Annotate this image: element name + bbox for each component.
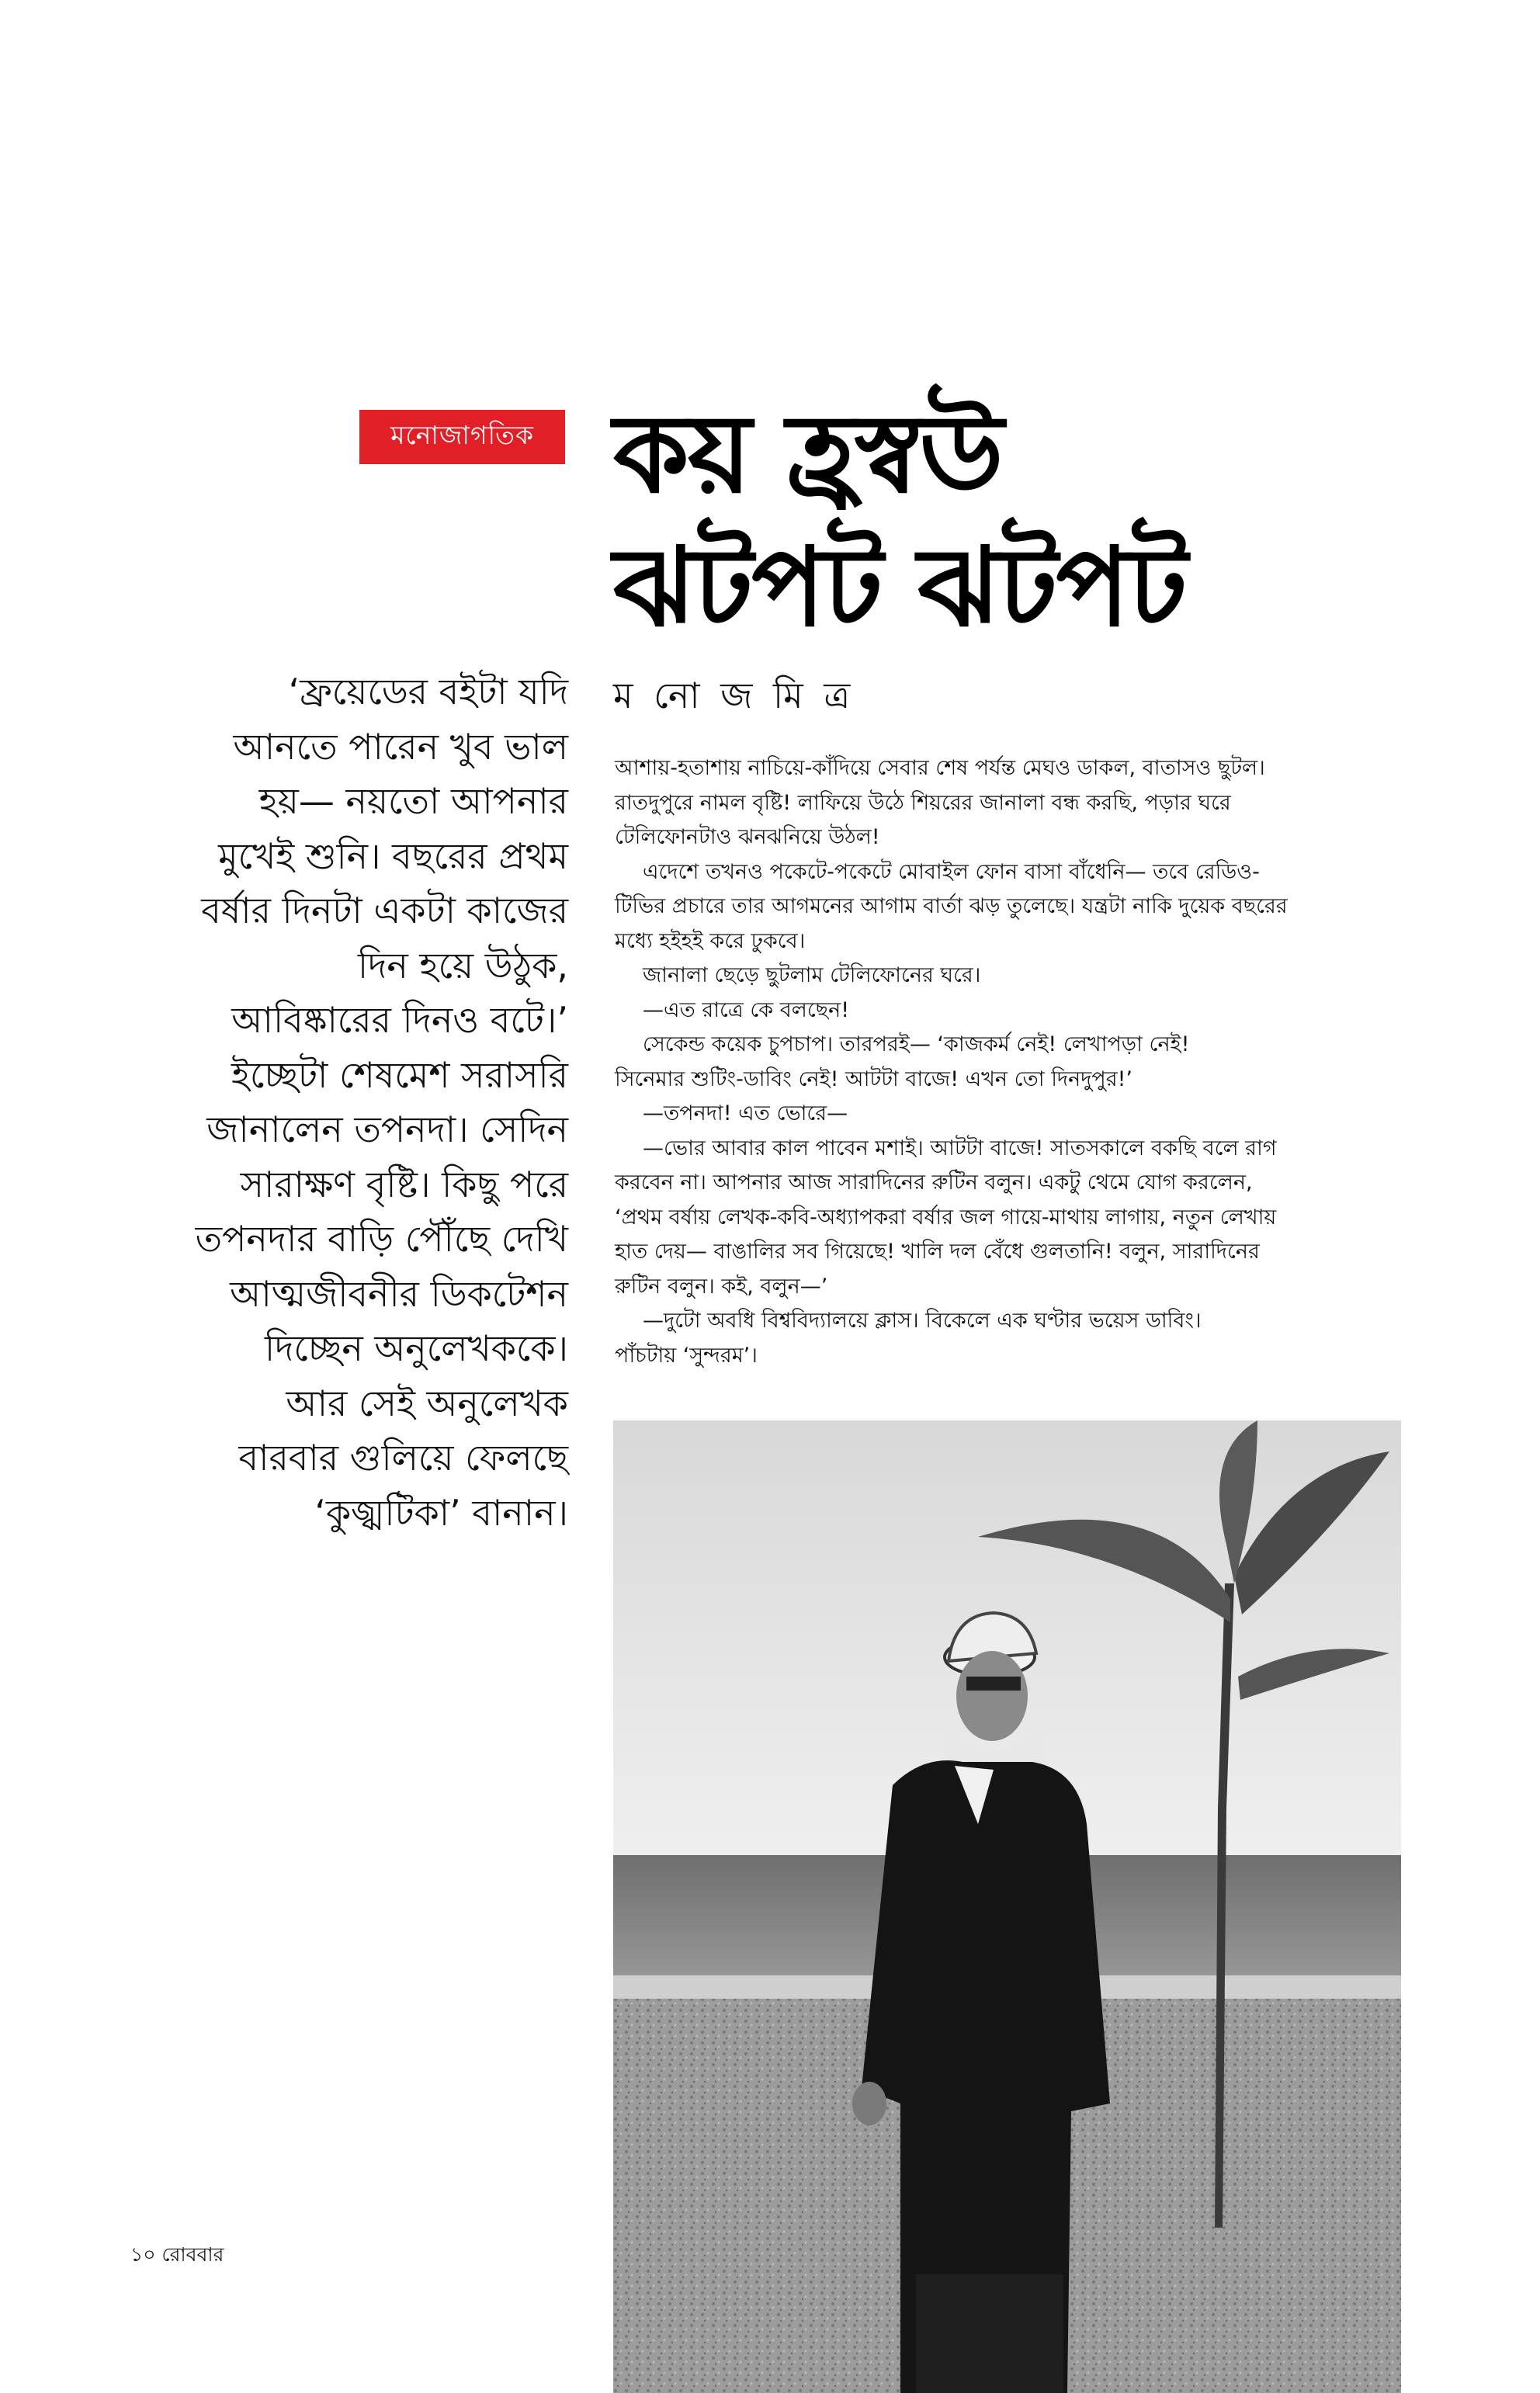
body-line: জানালা ছেড়ে ছুটলাম টেলিফোনের ঘরে। [643, 963, 981, 987]
pull-quote-line: বারবার গুলিয়ে ফেলছে [238, 1437, 568, 1479]
body-line: সিনেমার শুটিং-ডাবিং নেই! আটটা বাজে! এখন তো দিনদুপুর!’ [615, 1066, 1132, 1091]
body-line: করবেন না। আপনার আজ সারাদিনের রুটিন বলুন। একটু থেমে যোগ করলেন, [615, 1170, 1253, 1195]
section-tag: মনোজাগতিক [359, 410, 565, 464]
body-line: আশায়-হতাশায় নাচিয়ে-কাঁদিয়ে সেবার শেষ পর্যন্ত মেঘও ডাকল, বাতাসও ছুটল। [615, 756, 1265, 780]
pull-quote-line: ‘ফ্রয়েডের বইটা যদি [288, 671, 568, 713]
photo-man-on-beach [613, 1420, 1401, 2393]
pull-quote-line: আর সেই অনুলেখক [286, 1382, 568, 1424]
body-line: মধ্যে হইহই করে ঢুকবে। [615, 928, 806, 953]
body-line: —ভোর আবার কাল পাবেন মশাই। আটটা বাজে! সাতসকালে বকছি বলে রাগ [643, 1136, 1277, 1160]
pull-quote-line: তপনদার বাড়ি পৌঁছে দেখি [195, 1218, 568, 1260]
body-line: —তপনদা! এত ভোরে— [643, 1101, 848, 1125]
pull-quote-line: দিন হয়ে উঠুক, [358, 944, 568, 987]
pull-quote [124, 664, 568, 1540]
pull-quote-line: ইচ্ছেটা শেষমেশ সরাসরি [231, 1053, 568, 1096]
body-line: রাতদুপুরে নামল বৃষ্টি! লাফিয়ে উঠে শিয়রের জানালা বন্ধ করছি, পড়ার ঘরে [615, 790, 1231, 815]
body-line: —দুটো অবধি বিশ্ববিদ্যালয়ে ক্লাস। বিকেলে এক ঘণ্টার ভয়েস ডাবিং। [643, 1309, 1202, 1333]
article-photo [613, 1420, 1401, 2393]
pull-quote-line: আনতে পারেন খুব ভাল [233, 725, 568, 768]
pull-quote-line: মুখেই শুনি। বছরের প্রথম [218, 834, 568, 877]
pull-quote-line: হয়— নয়তো আপনার [258, 780, 568, 822]
headline [613, 388, 1514, 655]
body-line: সেকেন্ড কয়েক চুপচাপ। তারপরই— ‘কাজকর্ম নেই! লেখাপড়া নেই! [643, 1032, 1190, 1056]
body-line: রুটিন বলুন। কই, বলুন—’ [615, 1274, 828, 1299]
headline-line-2: ঝটপট ঝটপট [613, 525, 1186, 651]
body-line: টিভির প্রচারে তার আগমনের আগাম বার্তা ঝড় তুলেছে। যন্ত্রটা নাকি দুয়েক বছরের [615, 894, 1288, 918]
pull-quote-line: আবিষ্কারের দিনও বটে।’ [231, 999, 568, 1041]
body-line: পাঁচটায় ‘সুন্দরম’। [615, 1343, 758, 1368]
article-body [615, 751, 1391, 1373]
byline: ম নো জ মি ত্র [613, 675, 855, 716]
pull-quote-line: দিচ্ছেন অনুলেখককে। [265, 1327, 568, 1369]
pull-quote-line: বর্ষার দিনটা একটা কাজের [201, 890, 568, 931]
body-line: এদেশে তখনও পকেটে-পকেটে মোবাইল ফোন বাসা বাঁধেনি— তবে রেডিও- [643, 859, 1260, 884]
body-line: ‘প্রথম বর্ষায় লেখক-কবি-অধ্যাপকরা বর্ষার জল গায়ে-মাথায় লাগায়, নতুন লেখায় [615, 1205, 1277, 1229]
body-line: টেলিফোনটাও ঝনঝনিয়ে উঠল! [615, 825, 880, 849]
page-folio: ১০ রোববার [130, 2243, 224, 2266]
headline-line-1: কয় হ্রস্বউ [613, 391, 1003, 518]
pull-quote-line: সারাক্ষণ বৃষ্টি। কিছু পরে [240, 1163, 568, 1205]
body-line: —এত রাত্রে কে বলছেন! [643, 997, 850, 1022]
pull-quote-line: জানালেন তপনদা। সেদিন [206, 1108, 568, 1150]
body-line: হাত দেয়— বাঙালির সব গিয়েছে! খালি দল বেঁধে গুলতানি! বলুন, সারাদিনের [615, 1240, 1260, 1264]
pull-quote-line: আত্মজীবনীর ডিকটেশন [230, 1272, 568, 1315]
pull-quote-line: ‘কুজ্ঝটিকা’ বানান। [314, 1491, 568, 1534]
